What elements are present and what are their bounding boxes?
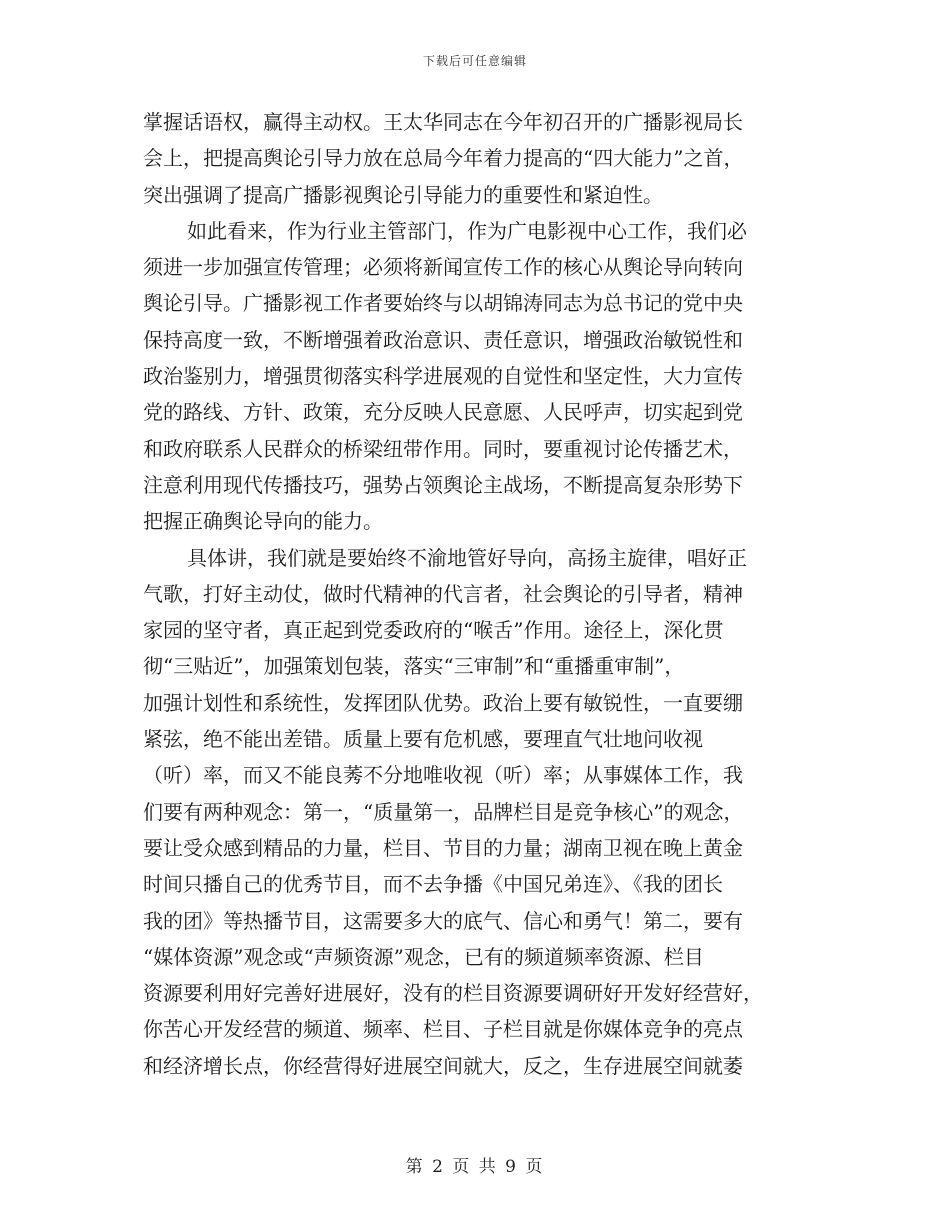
text-line: 注意利用现代传播技巧，强势占领舆论主战场，不断提高复杂形势下 xyxy=(143,472,743,497)
text-line: 须进一步加强宣传管理；必须将新闻宣传工作的核心从舆论导向转向 xyxy=(143,255,743,280)
text-line: （听）率，而又不能良莠不分地唯收视（听）率；从事媒体工作，我 xyxy=(143,763,743,788)
text-line: 党的路线、方针、政策，充分反映人民意愿、人民呼声，切实起到党 xyxy=(143,400,743,425)
text-line: 加强计划性和系统性，发挥团队优势。政治上要有敏锐性，一直要绷 xyxy=(143,690,743,715)
text-line: 我的团》等热播节目，这需要多大的底气、信心和勇气！第二，要有 xyxy=(143,908,743,933)
page-number-footer: 第 2 页 共 9 页 xyxy=(405,1157,545,1177)
text-line: 会上，把提高舆论引导力放在总局今年着力提高的“四大能力”之首， xyxy=(143,146,744,171)
text-line: 保持高度一致，不断增强着政治意识、责任意识，增强政治敏锐性和 xyxy=(143,327,743,352)
text-line: 政治鉴别力，增强贯彻落实科学进展观的自觉性和坚定性，大力宣传 xyxy=(143,364,743,389)
text-line: 舆论引导。广播影视工作者要始终与以胡锦涛同志为总书记的党中央 xyxy=(143,291,743,316)
text-line: 要让受众感到精品的力量，栏目、节目的力量；湖南卫视在晚上黄金 xyxy=(143,835,743,860)
text-line: 突出强调了提高广播影视舆论引导能力的重要性和紧迫性。 xyxy=(143,182,663,207)
text-line: 紧弦，绝不能出差错。质量上要有危机感，要理直气壮地问收视 xyxy=(143,727,703,752)
text-line: 彻“三贴近”，加强策划包装，落实“三审制”和“重播重审制”， xyxy=(143,654,685,679)
text-line: 家园的坚守者，真正起到党委政府的“喉舌”作用。途径上，深化贯 xyxy=(143,618,724,643)
document-body xyxy=(143,104,808,1084)
paragraph-start-line: 如此看来，作为行业主管部门，作为广电影视中心工作，我们必 xyxy=(187,218,747,243)
text-line: 时间只播自己的优秀节目，而不去争播《中国兄弟连》、《我的团长 xyxy=(143,872,723,897)
text-line: “媒体资源”观念或“声频资源”观念，已有的频道频率资源、栏目 xyxy=(143,944,704,969)
text-line: 和经济增长点，你经营得好进展空间就大，反之，生存进展空间就萎 xyxy=(143,1053,743,1078)
text-line: 你苦心开发经营的频道、频率、栏目、子栏目就是你媒体竞争的亮点 xyxy=(143,1017,743,1042)
page-header: 下载后可任意编辑 xyxy=(422,54,527,68)
text-line: 把握正确舆论导向的能力。 xyxy=(143,509,383,534)
text-line: 掌握话语权，赢得主动权。王太华同志在今年初召开的广播影视局长 xyxy=(143,110,743,134)
text-line: 和政府联系人民群众的桥梁纽带作用。同时，要重视讨论传播艺术， xyxy=(143,436,743,461)
text-line: 气歌，打好主动仗，做时代精神的代言者，社会舆论的引导者，精神 xyxy=(143,581,743,606)
text-line: 资源要利用好完善好进展好，没有的栏目资源要调研好开发好经营好， xyxy=(143,981,763,1006)
paragraph-start-line: 具体讲，我们就是要始终不渝地管好导向，高扬主旋律，唱好正 xyxy=(187,545,747,570)
text-line: 们要有两种观念：第一，“质量第一，品牌栏目是竞争核心”的观念， xyxy=(143,799,744,824)
